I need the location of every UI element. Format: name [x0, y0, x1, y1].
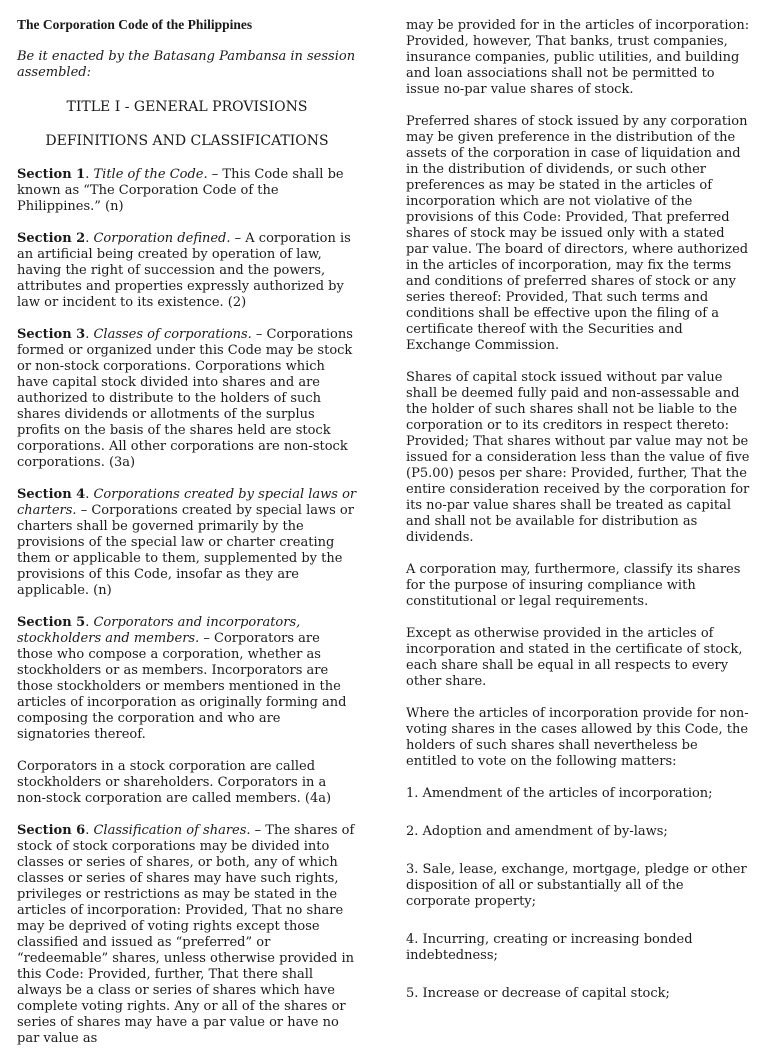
section-4: Section 4. Corporations created by special laws or charters. – Corporations created by special laws or charters shall be governed primarily by the provisions of the special law or charter creating them or applicable to them, supplemented by the provisions of this Code, insofar as they are applicable. (n)	[17, 487, 357, 598]
section-5: Section 5. Corporators and incorporators, stockholders and members. – Corporators are those who compose a corporation, whether as stockholders or as members. Incorporators are those stockholders or members mentioned in the articles of incorporation as originally forming and composing the corporation and who are signatories thereof.	[17, 615, 347, 742]
section-label: Section 2	[17, 231, 86, 246]
document-title: The Corporation Code of the Philippines	[17, 17, 253, 32]
section-title: Corporation defined.	[93, 231, 231, 246]
section-title: Corporators and incorporators, stockholders and members.	[17, 615, 301, 646]
left-column	[17, 0, 357, 1063]
right-column	[406, 0, 750, 1024]
section-3: Section 3. Classes of corporations. – Corporations formed or organized under this Code may be stock or non-stock corporations. Corporations which have capital stock divided into shares and are authorized to distribute to the holders of such shares dividends or allotments of the surplus profits on the basis of the shares held are stock corporations. All other corporations are non-stock corporations. (3a)	[17, 327, 353, 470]
section-body: – Corporations formed or organized under this Code may be stock or non-stock corporations. Corporations which have capital stock divided into shares and are authorized to distribute to the holders of such shares dividends or allotments of the surplus profits on the basis of the shares held are stock corporations. All other corporations are non-stock corporations. (3a)	[17, 327, 353, 470]
section-label: Section 4	[17, 487, 86, 502]
list-item: 4. Incurring, creating or increasing bonded indebtedness;	[406, 932, 693, 963]
section-5-continued	[17, 759, 357, 807]
list-item: 1. Amendment of the articles of incorporation;	[406, 786, 713, 801]
section-body: – A corporation is an artificial being created by operation of law, having the right of succession and the powers, attributes and properties expressly authorized by law or incident to its existence. (2)	[17, 231, 351, 310]
section-body: – The shares of stock of stock corporations may be divided into classes or series of shares, or both, any of which classes or series of shares may have such rights, privileges or restrictions as may be stated in the articles of incorporation: Provided, That no share may be deprived of voting rights except those classified and issued as “preferred” or “redeemable” shares, unless otherwise provided in this Code: Provided, further, That there shall always be a class or series of shares which have complete voting rights. Any or all of the shares or series of shares may have a par value or have no par value as	[17, 823, 355, 1046]
section-body: – Corporators are those who compose a corporation, whether as stockholders or as members. Incorporators are those stockholders or members mentioned in the articles of incorporation as originally forming and composing the corporation and who are signatories thereof.	[17, 631, 347, 742]
section-label: Section 1	[17, 167, 86, 182]
section-2: Section 2. Corporation defined. – A corporation is an artificial being created by operation of law, having the right of succession and the powers, attributes and properties expressly authorized by law or incident to its existence. (2)	[17, 231, 351, 310]
section-label: Section 6	[17, 823, 86, 838]
enactment-clause: Be it enacted by the Batasang Pambansa in session assembled:	[17, 49, 356, 80]
paragraph: Preferred shares of stock issued by any corporation may be given preference in the distribution of the assets of the corporation in case of liquidation and in the distribution of dividends, or such other preferences as may be stated in the articles of incorporation which are not violative of the provisions of this Code: Provided, That preferred shares of stock may be issued only with a stated par value. The board of directors, where authorized in the articles of incorporation, may fix the terms and conditions of preferred shares of stock or any series thereof: Provided, That such terms and conditions shall be effective upon the filing of a certificate thereof with the Securities and Exchange Commission.	[406, 114, 749, 353]
list-item: 2. Adoption and amendment of by-laws;	[406, 824, 668, 839]
section-title: Corporations created by special laws or charters.	[17, 487, 357, 518]
title-heading: TITLE I - GENERAL PROVISIONS	[66, 99, 308, 115]
section-label: Section 5	[17, 615, 86, 630]
section-1: Section 1. Title of the Code. – This Code shall be known as “The Corporation Code of the Philippines.” (n)	[17, 167, 344, 214]
paragraph: Where the articles of incorporation provide for non-voting shares in the cases allowed by this Code, the holders of such shares shall nevertheless be entitled to vote on the following matters:	[406, 706, 749, 769]
paragraph: may be provided for in the articles of incorporation: Provided, however, That banks, trust companies, insurance companies, public utilities, and building and loan associations shall not be permitted to issue no-par value shares of stock.	[406, 18, 750, 97]
list-item: 5. Increase or decrease of capital stock;	[406, 986, 670, 1001]
definitions-heading: DEFINITIONS AND CLASSIFICATIONS	[45, 133, 329, 149]
list-item: 3. Sale, lease, exchange, mortgage, pledge or other disposition of all or substantially all of the corporate property;	[406, 862, 747, 909]
section-title: Classes of corporations.	[93, 327, 252, 342]
section-body: Corporators in a stock corporation are called stockholders or shareholders. Corporators in a non-stock corporation are called members. (4a)	[17, 759, 332, 806]
section-6: Section 6. Classification of shares. – The shares of stock of stock corporations may be divided into classes or series of shares, or both, any of which classes or series of shares may have such rights, privileges or restrictions as may be stated in the articles of incorporation: Provided, That no share may be deprived of voting rights except those classified and issued as “preferred” or “redeemable” shares, unless otherwise provided in this Code: Provided, further, That there shall always be a class or series of shares which have complete voting rights. Any or all of the shares or series of shares may have a par value or have no par value as	[17, 823, 355, 1046]
section-title: Title of the Code.	[93, 167, 208, 182]
paragraph: Shares of capital stock issued without par value shall be deemed fully paid and non-assessable and the holder of such shares shall not be liable to the corporation or to its creditors in respect thereto: Provided; That shares without par value may not be issued for a consideration less than the value of five (P5.00) pesos per share: Provided, further, That the entire consideration received by the corporation for its no-par value shares shall be treated as capital and shall not be available for distribution as dividends.	[406, 370, 750, 545]
section-body: – This Code shall be known as “The Corporation Code of the Philippines.” (n)	[17, 167, 344, 214]
paragraph: Except as otherwise provided in the articles of incorporation and stated in the certificate of stock, each share shall be equal in all respects to every other share.	[406, 626, 743, 689]
section-title: Classification of shares.	[93, 823, 251, 838]
section-label: Section 3	[17, 327, 86, 342]
paragraph: A corporation may, furthermore, classify its shares for the purpose of insuring compliance with constitutional or legal requirements.	[406, 562, 741, 609]
section-body: – Corporations created by special laws or charters shall be governed primarily by the provisions of the special law or charter creating them or applicable to them, supplemented by the provisions of this Code, insofar as they are applicable. (n)	[17, 503, 354, 598]
